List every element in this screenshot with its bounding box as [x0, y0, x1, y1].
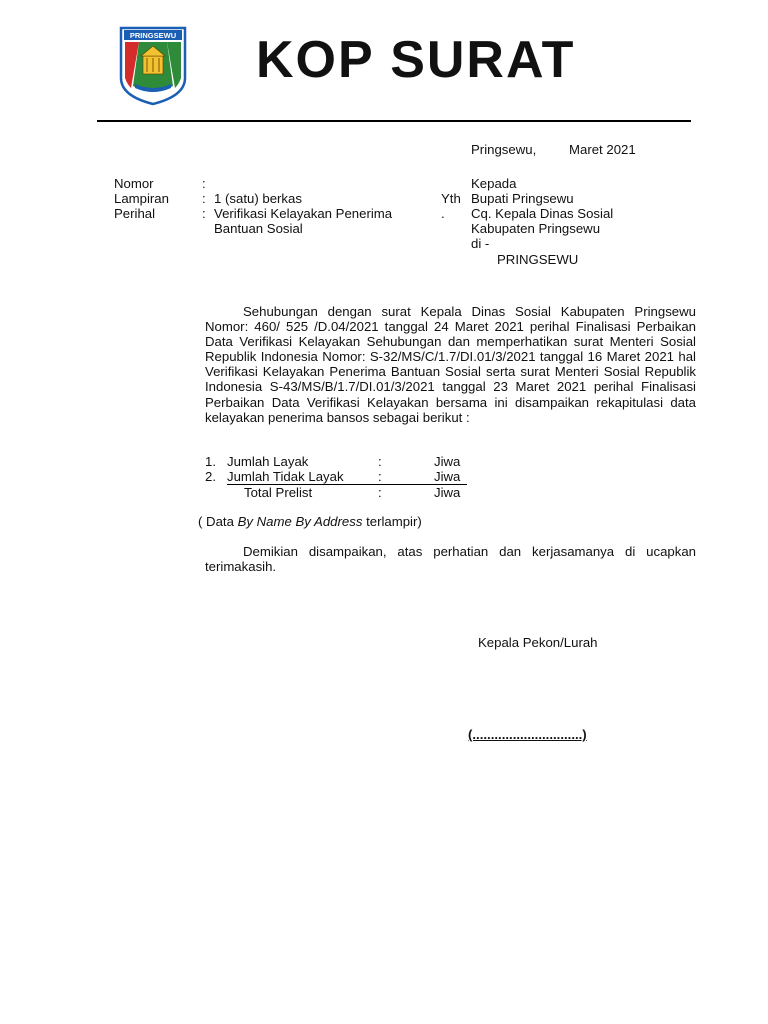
list-item-2-colon: : — [378, 469, 382, 484]
recipient-line2: Cq. Kepala Dinas Sosial — [471, 206, 614, 221]
signature-name-line: (..............................) — [468, 727, 587, 742]
total-label: Total Prelist — [244, 485, 313, 500]
list-item-1-num: 1. — [205, 454, 216, 469]
logo-text: PRINGSEWU — [129, 31, 177, 40]
list-item-1-unit: Jiwa — [434, 454, 461, 469]
body-paragraph: Sehubungan dengan surat Kepala Dinas Sosial Kabupaten Pringsewu Nomor: 460/ 525 /D.04/2021 tanggal 24 Maret 2021 perihal Finalisasi Perbaikan Data Verifikasi Kelayakan Sehubungan dan memperhatikan surat Menteri Sosial Republik Indonesia Nomor: S-32/MS/C/1.7/DI.01/3/2021 tanggal 16 Maret 2021 hal Verifikasi Kelayakan Penerima Bantuan Sosial serta surat Menteri Sosial Republik Indonesia S-43/MS/B/1.7/DI.01/3/2021 tanggal 23 Maret 2021 perihal Finalisasi Perbaikan Data Verifikasi Kelayakan bersama ini disampaikan rekapitulasi data kelayakan penerima bansos sebagai berikut : — [205, 304, 696, 425]
letterhead-divider — [97, 120, 691, 122]
list-item-2-label: Jumlah Tidak Layak — [227, 469, 344, 484]
lampiran-value: 1 (satu) berkas — [214, 191, 302, 206]
note-open: ( Data — [198, 514, 238, 529]
pringsewu-logo — [119, 26, 187, 106]
recipient-line3: Kabupaten Pringsewu — [471, 221, 601, 236]
note-close: terlampir) — [362, 514, 422, 529]
list-item-1-label: Jumlah Layak — [227, 454, 309, 469]
total-colon: : — [378, 485, 382, 500]
date: Maret 2021 — [569, 142, 636, 157]
recipient-kepada: Kepada — [471, 176, 517, 191]
nomor-colon: : — [202, 176, 206, 191]
perihal-colon: : — [202, 206, 206, 221]
list-item-2-num: 2. — [205, 469, 216, 484]
perihal-label: Perihal — [114, 206, 156, 221]
closing-paragraph: Demikian disampaikan, atas perhatian dan kerjasamanya di ucapkan terimakasih. — [205, 544, 696, 575]
yth-dot: . — [441, 206, 445, 221]
perihal-value-line1: Verifikasi Kelayakan Penerima — [214, 206, 393, 221]
recipient-city: PRINGSEWU — [497, 252, 579, 267]
attachment-note — [198, 514, 422, 529]
lampiran-label: Lampiran — [114, 191, 169, 206]
letterhead-title: KOP SURAT — [256, 31, 576, 89]
total-unit: Jiwa — [434, 485, 461, 500]
recipient-di: di - — [471, 236, 490, 251]
signature-title: Kepala Pekon/Lurah — [478, 635, 598, 650]
yth-label: Yth — [441, 191, 461, 206]
lampiran-colon: : — [202, 191, 206, 206]
perihal-value-line2: Bantuan Sosial — [214, 221, 303, 236]
list-item-2-unit: Jiwa — [434, 469, 461, 484]
note-italic: By Name By Address — [237, 514, 363, 529]
place: Pringsewu, — [471, 142, 537, 157]
list-item-1-colon: : — [378, 454, 382, 469]
recipient-line1: Bupati Pringsewu — [471, 191, 574, 206]
nomor-label: Nomor — [114, 176, 154, 191]
